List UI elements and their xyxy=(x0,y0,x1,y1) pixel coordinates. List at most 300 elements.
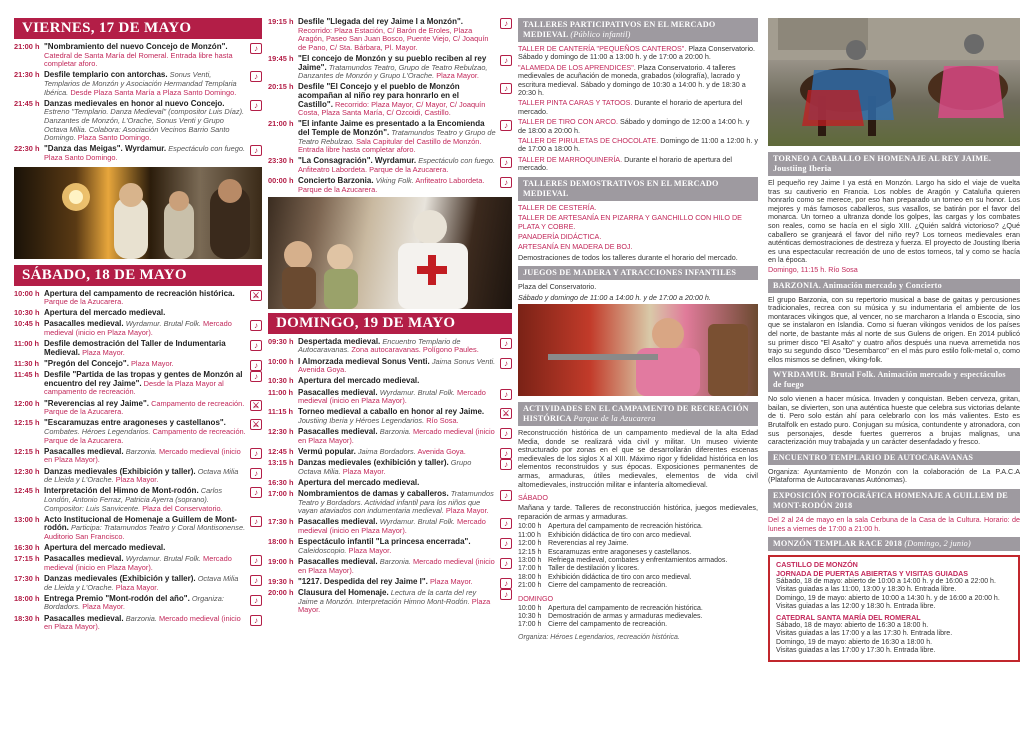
event-title: Pasacalles medieval. xyxy=(298,427,378,437)
event-row xyxy=(268,578,512,587)
tournament-title: TORNEO A CABALLO EN HOMENAJE AL REY JAIME. xyxy=(773,154,992,163)
event-time: 17:15 h xyxy=(14,554,40,564)
demo-item xyxy=(518,204,758,212)
event-desc: Tratamundos Teatro y Bordadors. Actividad infantil para los niños que vayan ataviados con indumentaria medieval. xyxy=(298,489,494,516)
schedule-row xyxy=(518,557,758,565)
event-row xyxy=(14,100,262,143)
photo-expo-text: Del 2 al 24 de mayo en la sala Cerbuna de la Casa de la Cultura. Horario: de lunes a viernes de 17:00 a 21:00 h. xyxy=(768,515,1020,533)
event-desc: Encuentro Templario de Autocaravanas. xyxy=(298,336,461,355)
event-place: Parque de la Azucarera. xyxy=(44,297,124,307)
schedule-row xyxy=(518,574,758,582)
music-note-icon: ♪ xyxy=(500,490,512,501)
event-place: Campamento de recreación. Parque de la Azucarera. xyxy=(44,426,246,445)
music-note-icon: ♪ xyxy=(500,538,512,549)
column-1 xyxy=(14,18,262,728)
demos-list xyxy=(518,204,758,252)
event-title: "El concejo de Monzón y su pueblo reciben al rey Jaime". xyxy=(298,53,487,72)
event-row xyxy=(14,290,262,307)
event-title: Desfile demostración del Taller de Indumentaria Medieval. xyxy=(44,339,226,357)
schedule-row xyxy=(518,565,758,573)
event-time: 10:00 h xyxy=(268,356,294,366)
event-title: Espectáculo infantil "La princesa encerrada". xyxy=(298,537,471,547)
event-title: Concierto Barzonia. xyxy=(298,176,374,186)
music-note-icon: ♪ xyxy=(250,615,262,626)
swords-icon: ⚔ xyxy=(500,408,512,419)
event-place: Desde Plaza Santa María a Plaza Santo Domingo. xyxy=(70,87,237,97)
hours-line: Visitas guiadas a las 17:00 y 17:30 h. Entrada libre. xyxy=(776,647,936,655)
event-title: Apertura del campamento de recreación histórica. xyxy=(44,288,235,298)
camp-title: ACTIVIDADES EN EL CAMPAMENTO DE RECREACIÓN HISTÓRICA xyxy=(523,403,749,423)
event-row xyxy=(268,558,512,575)
race-title: MONZÓN TEMPLAR RACE 2018 xyxy=(773,539,903,549)
workshop-item xyxy=(518,99,758,116)
camp-text: Reconstrucción histórica de un campamento medieval de la alta Edad Media, donde se realizará vida civil y militar. Un museo viviente estructurado por zonas en el que se desarrollarán diferentes escenas medievales de los siglos X al XIII. Máximo rigor y fidelidad histórica en los elementos reconstruidos y sus épocas. Exposiciones permanentes de armas, armaduras, útiles medievales, elementos de vida civil altomedievales, instrucción militar e infantería altomedieval. xyxy=(518,427,758,489)
event-title: Pasacalles medieval. xyxy=(44,613,124,623)
camp-sunday-label: DOMINGO xyxy=(518,593,554,603)
event-title: Danzas medievales (Exhibición y taller). xyxy=(44,574,196,584)
demos-header: TALLERES DEMOSTRATIVOS EN EL MERCADO MEDIEVAL xyxy=(518,177,758,201)
event-time: 23:30 h xyxy=(268,156,294,166)
event-title: Pasacalles medieval. xyxy=(44,446,124,456)
schedule-time: 10:00 h xyxy=(518,604,542,612)
event-body xyxy=(298,408,496,425)
workshop-item xyxy=(518,156,758,173)
workshops-header xyxy=(518,18,758,42)
music-note-icon: ♪ xyxy=(500,157,512,168)
event-body xyxy=(44,615,246,632)
event-title: "Reverencias al rey Jaime". xyxy=(44,398,149,408)
column-2 xyxy=(268,18,512,728)
event-place: Sala Capitular del Castillo de Monzón. Entrada libre hasta completar aforo. xyxy=(298,136,482,155)
event-time: 10:30 h xyxy=(14,308,40,318)
demo-item xyxy=(518,233,758,241)
event-title: "El infante Jaime es presentado a la Encomienda del Temple de Monzón". xyxy=(298,119,485,137)
schedule-row xyxy=(518,523,758,531)
event-time: 11:45 h xyxy=(14,370,40,380)
event-body xyxy=(298,55,496,81)
workshop-details: Plaza Conservatorio. Sábado y domingo de 11:00 a 13:00 h. y de 17:00 a 20:00 h. xyxy=(518,44,756,62)
event-body xyxy=(298,428,496,445)
event-time: 21:00 h xyxy=(14,42,40,51)
event-row xyxy=(268,18,512,52)
event-body xyxy=(298,18,496,52)
event-place: Recorrido: Plaza Estación, C/ Barón de Eroles, Plaza Aragón, Paseo San Juan Bosco, Puente Viejo, C/ Joaquín de Pano, C/ Sta. Bárbara, Pl. Mayor. xyxy=(298,25,489,52)
music-note-icon: ♪ xyxy=(250,43,262,54)
torch-parade-illustration xyxy=(14,167,262,259)
event-time: 17:30 h xyxy=(268,517,294,527)
event-time: 19:15 h xyxy=(268,18,294,26)
camp-saturday-schedule xyxy=(518,523,758,590)
music-note-icon: ♪ xyxy=(500,459,512,470)
event-body xyxy=(44,371,246,397)
music-note-icon: ♪ xyxy=(500,389,512,400)
music-note-icon: ♪ xyxy=(500,338,512,349)
event-time: 13:15 h xyxy=(268,458,294,468)
event-title: "Nombramiento del nuevo Concejo de Monzón". xyxy=(44,42,228,51)
tournament-subtitle: Joustiing Iberia xyxy=(773,164,832,173)
hours-line: Domingo, 19 de mayo: abierto de 10:00 a 14:30 h. y de 16:00 a 20:00 h. xyxy=(776,594,1000,602)
workshop-name: "ALAMEDA DE LOS APRENDICES". xyxy=(518,62,636,72)
schedule-desc: Exhibición didáctica de tiro con arco medieval. xyxy=(548,573,692,581)
event-title: Vermú popular. xyxy=(298,446,356,456)
event-row xyxy=(268,479,512,488)
event-body xyxy=(44,145,246,162)
event-row xyxy=(14,340,262,357)
event-time: 00:00 h xyxy=(268,176,294,186)
music-note-icon: ♪ xyxy=(500,448,512,459)
event-place: Plaza Mayor. xyxy=(131,359,174,369)
event-time: 11:30 h xyxy=(14,359,40,369)
event-time: 16:30 h xyxy=(268,477,294,487)
music-note-icon: ♪ xyxy=(500,120,512,131)
event-body xyxy=(44,320,246,337)
event-body xyxy=(44,595,246,612)
event-body xyxy=(44,400,246,417)
event-body xyxy=(298,490,496,516)
demo-item xyxy=(518,243,758,251)
event-body xyxy=(44,555,246,572)
demo-name: PANADERÍA DIDÁCTICA. xyxy=(518,231,602,241)
event-title: Despertada medieval. xyxy=(298,336,381,346)
workshop-item xyxy=(518,64,758,98)
event-body xyxy=(298,578,496,587)
workshop-details: Plaza Conservatorio. 4 talleres medievales de acuñación de moneda, grabados (xilografía), lacrado y escritura medieval. Sábado y domingo de 10:30 a 14:00 h. y de 18:30 a 20:30 h. xyxy=(518,62,746,98)
event-desc: Wyrdamur. Brutal Folk. xyxy=(379,387,455,397)
event-row xyxy=(14,145,262,162)
event-place: Mercado medieval (inicio en Plaza Mayor). xyxy=(298,557,495,575)
event-time: 18:30 h xyxy=(14,613,40,623)
event-time: 21:00 h xyxy=(268,119,294,129)
schedule-time: 12:00 h xyxy=(518,540,542,548)
event-time: 16:30 h xyxy=(14,543,40,553)
event-body xyxy=(44,71,246,97)
event-row xyxy=(268,120,512,154)
event-place: Plaza Mayor. xyxy=(82,602,125,612)
event-time: 10:45 h xyxy=(14,319,40,329)
music-note-icon: ♪ xyxy=(250,100,262,111)
schedule-desc: Refriega medieval, combates y enfrentamientos armados. xyxy=(548,556,728,564)
event-body xyxy=(298,479,496,488)
event-time: 19:30 h xyxy=(268,576,294,586)
event-place: Mercado medieval (inicio en Plaza Mayor). xyxy=(44,319,232,338)
swords-icon: ⚔ xyxy=(250,290,262,301)
saturday-events xyxy=(14,290,262,632)
workshop-name: TALLER DE PIRULETAS DE CHOCOLATE. xyxy=(518,136,659,146)
schedule-time: 17:00 h xyxy=(518,621,542,629)
day-header-saturday: SÁBADO, 18 DE MAYO xyxy=(14,265,262,286)
event-title: Clausura del Homenaje. xyxy=(298,588,389,597)
schedule-desc: Apertura del campamento de recreación histórica. xyxy=(548,604,703,612)
event-body xyxy=(44,448,246,465)
schedule-time: 11:00 h xyxy=(518,531,541,539)
castle-subtitle: JORNADA DE PUERTAS ABIERTAS Y VISITAS GUIADAS xyxy=(776,568,969,578)
music-note-icon: ♪ xyxy=(250,340,262,351)
event-place: Plaza Mayor. xyxy=(298,596,491,615)
schedule-time: 21:00 h xyxy=(518,582,542,590)
event-desc: Jaima Bordadors. xyxy=(357,446,416,456)
event-row xyxy=(14,544,262,553)
music-note-icon: ♪ xyxy=(500,18,512,29)
event-time: 19:45 h xyxy=(268,53,294,63)
music-note-icon: ♪ xyxy=(250,516,262,527)
event-body xyxy=(298,177,496,194)
event-row xyxy=(268,538,512,555)
event-time: 10:00 h xyxy=(14,288,40,298)
caravans-text: Organiza: Ayuntamiento de Monzón con la colaboración de La P.A.C.A (Plataforma de Autocaravanas Autónomas). xyxy=(768,466,1020,485)
workshop-item xyxy=(518,137,758,154)
event-desc: Barzonia. xyxy=(379,557,411,567)
schedule-time: 18:00 h xyxy=(518,573,542,581)
event-desc: Grupo Octava Milia. xyxy=(298,458,472,476)
event-title: Nombramientos de damas y caballeros. xyxy=(298,489,449,499)
event-desc: Tratamundos Teatro y Grupo de Teatro Rebulzao. xyxy=(298,127,496,146)
workshop-name: TALLER PINTA CARAS Y TATOOS. xyxy=(518,98,633,108)
workshop-details: Durante el horario de apertura del mercado. xyxy=(518,154,732,173)
schedule-desc: Apertura del campamento de recreación histórica. xyxy=(548,523,703,531)
event-desc: Barzonia. xyxy=(125,613,157,623)
workshops-title: TALLERES PARTICIPATIVOS EN EL MERCADO MEDIEVAL xyxy=(523,20,716,39)
event-time: 09:30 h xyxy=(268,336,294,346)
music-note-icon: ♪ xyxy=(250,468,262,479)
music-note-icon: ♪ xyxy=(250,448,262,459)
event-body xyxy=(44,290,246,307)
schedule-time: 10:30 h xyxy=(518,612,542,620)
event-place: Mercado medieval (inicio en Plaza Mayor). xyxy=(298,427,495,445)
camp-organizer: Organiza: Héroes Legendarios, recreación histórica. xyxy=(518,633,680,641)
caravans-header: ENCUENTRO TEMPLARIO DE AUTOCARAVANAS xyxy=(768,451,1020,465)
event-desc: Tratamundos Teatro, Grupo de Teatro Rebulzao, Danzantes de Monzón y Grupo L'Orache. xyxy=(298,62,488,81)
workshops-subtitle: (Público infantil) xyxy=(570,30,631,39)
music-note-icon: ♪ xyxy=(500,83,512,94)
swords-icon: ⚔ xyxy=(250,419,262,430)
event-time: 12:30 h xyxy=(268,427,294,437)
schedule-desc: Taller de destilación y licores. xyxy=(548,565,640,573)
event-place: Zona autocaravanas. Polígono Paules. xyxy=(351,345,479,355)
event-desc: Espectáculo con fuego. xyxy=(418,156,496,166)
event-title: "La Consagración". Wyrdamur. xyxy=(298,156,417,166)
photo-warrior xyxy=(518,304,758,396)
event-place: Plaza Mayor. xyxy=(342,466,386,476)
music-note-icon: ♪ xyxy=(500,518,512,529)
event-desc: Organiza: Bordadors. xyxy=(44,593,224,612)
castle-hours xyxy=(776,578,1012,612)
event-title: Danzas medievales en honor al nuevo Concejo. xyxy=(44,98,225,108)
music-note-icon: ♪ xyxy=(500,358,512,369)
event-time: 17:30 h xyxy=(14,574,40,584)
event-desc: Viking Folk. xyxy=(375,176,414,186)
camp-sunday-schedule xyxy=(518,605,758,630)
event-time: 12:15 h xyxy=(14,446,40,456)
music-note-icon: ♪ xyxy=(250,371,262,382)
event-place: Recorrido: Plaza Mayor, C/ Mayor, C/ Joaquín Costa, Plaza Santa María, C/ Ozcoidi, Castillo. xyxy=(298,99,486,118)
music-note-icon: ♪ xyxy=(250,360,262,371)
event-body xyxy=(298,358,496,375)
event-body xyxy=(44,43,246,69)
hours-line: Sábado, 18 de mayo: abierto de 16:30 a 18:00 h. xyxy=(776,622,929,630)
workshop-name: TALLER DE CANTERÍA "PEQUEÑOS CANTEROS". xyxy=(518,44,687,53)
event-row xyxy=(14,516,262,542)
event-body xyxy=(298,459,496,476)
event-row xyxy=(14,360,262,369)
event-time: 12:45 h xyxy=(14,486,40,496)
event-place: Avenida Goya. xyxy=(417,446,466,456)
event-place: Mercado medieval (inicio en Plaza Mayor). xyxy=(44,613,241,632)
event-place: Plaza Mayor. xyxy=(348,545,392,555)
schedule-time: 13:00 h xyxy=(518,556,542,564)
event-body xyxy=(298,518,496,535)
schedule-time: 12:15 h xyxy=(518,548,542,556)
event-row xyxy=(14,320,262,337)
event-row xyxy=(268,389,512,406)
games-place: Plaza del Conservatorio. xyxy=(518,282,597,292)
event-title: Interpretación del Himno de Mont-rodón. xyxy=(44,486,199,496)
games-hours: Sábado y domingo de 11:00 a 14:00 h. y de 17:00 a 20:00 h. xyxy=(518,292,711,302)
event-place: Campamento de recreación. Parque de la Azucarera. xyxy=(44,398,245,417)
event-body xyxy=(298,157,496,174)
cathedral-hours xyxy=(776,622,1012,656)
friday-events xyxy=(14,43,262,163)
workshop-name: TALLER DE MARROQUINERÍA. xyxy=(518,154,623,164)
event-row xyxy=(14,595,262,612)
schedule-desc: Demostración de armas y armaduras medievales. xyxy=(548,612,703,620)
event-title: Danzas medievales (exhibición y taller). xyxy=(298,458,449,468)
event-place: Plaza Mayor. xyxy=(445,506,489,516)
hours-line: Visitas guiadas a las 17:00 y a las 17:30 h. Entrada libre. xyxy=(776,630,953,638)
event-row xyxy=(14,419,262,445)
music-note-icon: ♪ xyxy=(250,555,262,566)
event-title: Apertura del mercado medieval. xyxy=(298,376,420,386)
music-note-icon: ♪ xyxy=(500,177,512,188)
event-body xyxy=(44,575,246,592)
schedule-desc: Cierre del campamento de recreación. xyxy=(548,582,668,590)
event-time: 12:30 h xyxy=(14,466,40,476)
event-row xyxy=(14,555,262,572)
open-day-box xyxy=(768,555,1020,661)
workshop-details: Domingo de 11:00 a 12:00 h. y de 17:00 a 18:00 h. xyxy=(518,136,758,154)
event-row xyxy=(14,448,262,465)
event-place: Plaza Mayor. xyxy=(436,71,479,81)
event-body xyxy=(44,516,246,542)
event-row xyxy=(268,490,512,516)
swords-icon: ⚔ xyxy=(250,400,262,411)
event-body xyxy=(298,338,496,355)
castle-title: CASTILLO DE MONZÓN xyxy=(776,560,858,570)
schedule-row xyxy=(518,582,758,590)
games-header: JUEGOS DE MADERA Y ATRACCIONES INFANTILES xyxy=(518,266,758,280)
workshops-list xyxy=(518,45,758,173)
event-row xyxy=(268,518,512,535)
event-row xyxy=(268,408,512,425)
event-row xyxy=(268,448,512,457)
event-row xyxy=(268,358,512,375)
photo-templar-knight xyxy=(268,197,512,309)
event-place: Mercado medieval (inicio en Plaza Mayor). xyxy=(298,517,486,536)
event-row xyxy=(268,589,512,615)
event-body xyxy=(44,468,246,485)
event-time: 13:00 h xyxy=(14,514,40,524)
column-3 xyxy=(518,18,758,728)
schedule-row xyxy=(518,605,758,613)
barzonia-text: El grupo Barzonia, con su repertorio musical a base de gaitas y percusiones tradicionales, recrea con su música y su indumentaria el ambiente de los montaraces vikingos que, al vencer, no se marcharon a Irlanda o Escocia, sino que se instalaron en Islandia. Como si fueran vikingos venidos de los países del norte, de bastante más al norte de sus Gulens de origen. En 2014 publicó su primer disco "El Asalto" y cuatro años después una nueva arremetida nos trajo su segundo disco "Desembarco" en el más puro estilo folk-metal o, como ellos mismos se definen, viking-folk. xyxy=(768,294,1020,364)
event-title: Pasacalles medieval. xyxy=(298,387,378,397)
hours-line: Sábado, 18 de mayo: abierto de 10:00 a 14:00 h. y de 16:00 a 22:00 h. xyxy=(776,578,996,586)
event-title: Apertura del mercado medieval. xyxy=(44,543,166,553)
saturday-events-continued xyxy=(268,18,512,194)
event-desc: Lectura de la carta del rey Jaime a Monzón. Interpretación Himno Mont-Rodón. xyxy=(298,588,477,606)
barzonia-header: BARZONIA. Animación mercado y Concierto xyxy=(768,279,1020,293)
race-header xyxy=(768,537,1020,551)
camp-header xyxy=(518,402,758,426)
event-body xyxy=(298,120,496,154)
event-time: 21:45 h xyxy=(14,98,40,108)
race-date: (Domingo, 2 junio) xyxy=(904,539,971,549)
event-row xyxy=(14,71,262,97)
event-place: Anfiteatro Labordeta. Parque de la Azucarera. xyxy=(298,164,449,174)
event-time: 17:00 h xyxy=(268,489,294,499)
event-time: 12:00 h xyxy=(14,398,40,408)
schedule-desc: Exhibición didáctica de tiro con arco medieval. xyxy=(548,531,692,539)
tournament-text: El pequeño rey Jaime I ya está en Monzón. Largo ha sido el viaje de vuelta tras su cautiverio en Francia. Los nobles de Aragón y Cataluña quieren honrarlo como se merece, por eso han preparado un torneo en su honor. Los mejores y más famosos caballeros, sus vasallos, se batirán por el favor del monarca. Un torneo a ultranza donde los golpes, las cargas y los combates son reales, como se hacía en el siglo XIII. ¿Quién saldrá victorioso? ¿Qué caballero se granjeará el favor del niño rey? Los torneos medievales eran auténticas demostraciones de destreza y fuerza. El proyecto de Jousting Iberia es una espectacular recreación de uno de estos torneos, tal y como se hacía en la época. xyxy=(768,178,1020,265)
event-row xyxy=(14,43,262,69)
event-title: Danzas medievales (Exhibición y taller). xyxy=(44,466,196,476)
photo-torch-parade xyxy=(14,167,262,259)
event-row xyxy=(14,575,262,592)
event-row xyxy=(268,177,512,194)
event-row xyxy=(14,309,262,318)
event-place: Anfiteatro Labordeta. Parque de la Azucarera. xyxy=(298,176,485,194)
event-place: Mercado medieval (inicio en Plaza Mayor). xyxy=(44,446,241,465)
hours-line: Visitas guiadas a las 11:00, 13:00 y 18:30 h. Entrada libre. xyxy=(776,586,957,594)
event-title: Desfile "Llegada del rey Jaime I a Monzón". xyxy=(298,18,463,26)
music-note-icon: ♪ xyxy=(250,320,262,331)
hours-line: Visitas guiadas a las 12:00 y 18:30 h. Entrada libre. xyxy=(776,603,936,611)
schedule-row xyxy=(518,532,758,540)
music-note-icon: ♪ xyxy=(500,589,512,600)
event-row xyxy=(268,338,512,355)
schedule-row xyxy=(518,621,758,629)
event-time: 19:00 h xyxy=(268,557,294,567)
schedule-desc: Reverencias al rey Jaime. xyxy=(548,540,629,548)
event-time: 20:00 h xyxy=(268,588,294,597)
music-note-icon: ♪ xyxy=(250,575,262,586)
event-body xyxy=(298,558,496,575)
event-place: Plaza del Conservatorio. xyxy=(142,503,223,513)
day-header-friday: VIERNES, 17 DE MAYO xyxy=(14,18,262,39)
event-title: Pasacalles medieval. xyxy=(298,557,378,567)
event-title: Apertura del mercado medieval. xyxy=(44,308,166,318)
workshop-details: Sábado y domingo de 12:00 a 14:00 h. y de 18:00 a 20:00 h. xyxy=(518,117,750,135)
event-place: Plaza Mayor. xyxy=(115,475,159,485)
event-time: 12:15 h xyxy=(14,418,40,428)
event-title: Pasacalles medieval. xyxy=(298,517,378,527)
camp-subtitle: Parque de la Azucarera xyxy=(573,413,656,423)
event-desc: Carlos Londón, Antonio Ferraz, Patricia Ayerra (soprano). Compositor: Luis Sanvicente. xyxy=(44,486,223,513)
event-place: Plaza Santo Domingo. xyxy=(77,133,152,143)
event-time: 11:15 h xyxy=(268,407,294,417)
event-desc: Barzonia. xyxy=(379,427,411,437)
tournament-header xyxy=(768,152,1020,176)
wyrdamur-text: No solo vienen a hacer música. Invaden y conquistan. Beben cerveza, gritan, bailan, se divierten, son una auténtica hueste que celebra sus victorias delante de ti. Pero solo están ahí para celebrarlo con los más valientes. Esto es Brutalfolk en estado puro. Conjugan su música, contundente y atronadora, con sus personajes, desde fuertes guerreros a brujas malignas, una caracterización muy trabajada y un carácter desenfadado y fresco. xyxy=(768,394,1020,447)
hours-line: Domingo, 19 de mayo: abierto de 16:30 a 18:00 h. xyxy=(776,638,933,646)
event-body xyxy=(298,389,496,406)
event-time: 21:30 h xyxy=(14,70,40,80)
camp-saturday-label: SÁBADO xyxy=(518,493,548,503)
event-time: 18:00 h xyxy=(14,593,40,603)
event-body xyxy=(298,589,496,615)
event-row xyxy=(14,371,262,397)
event-body xyxy=(44,100,246,143)
photo-horse-tournament xyxy=(768,18,1020,146)
